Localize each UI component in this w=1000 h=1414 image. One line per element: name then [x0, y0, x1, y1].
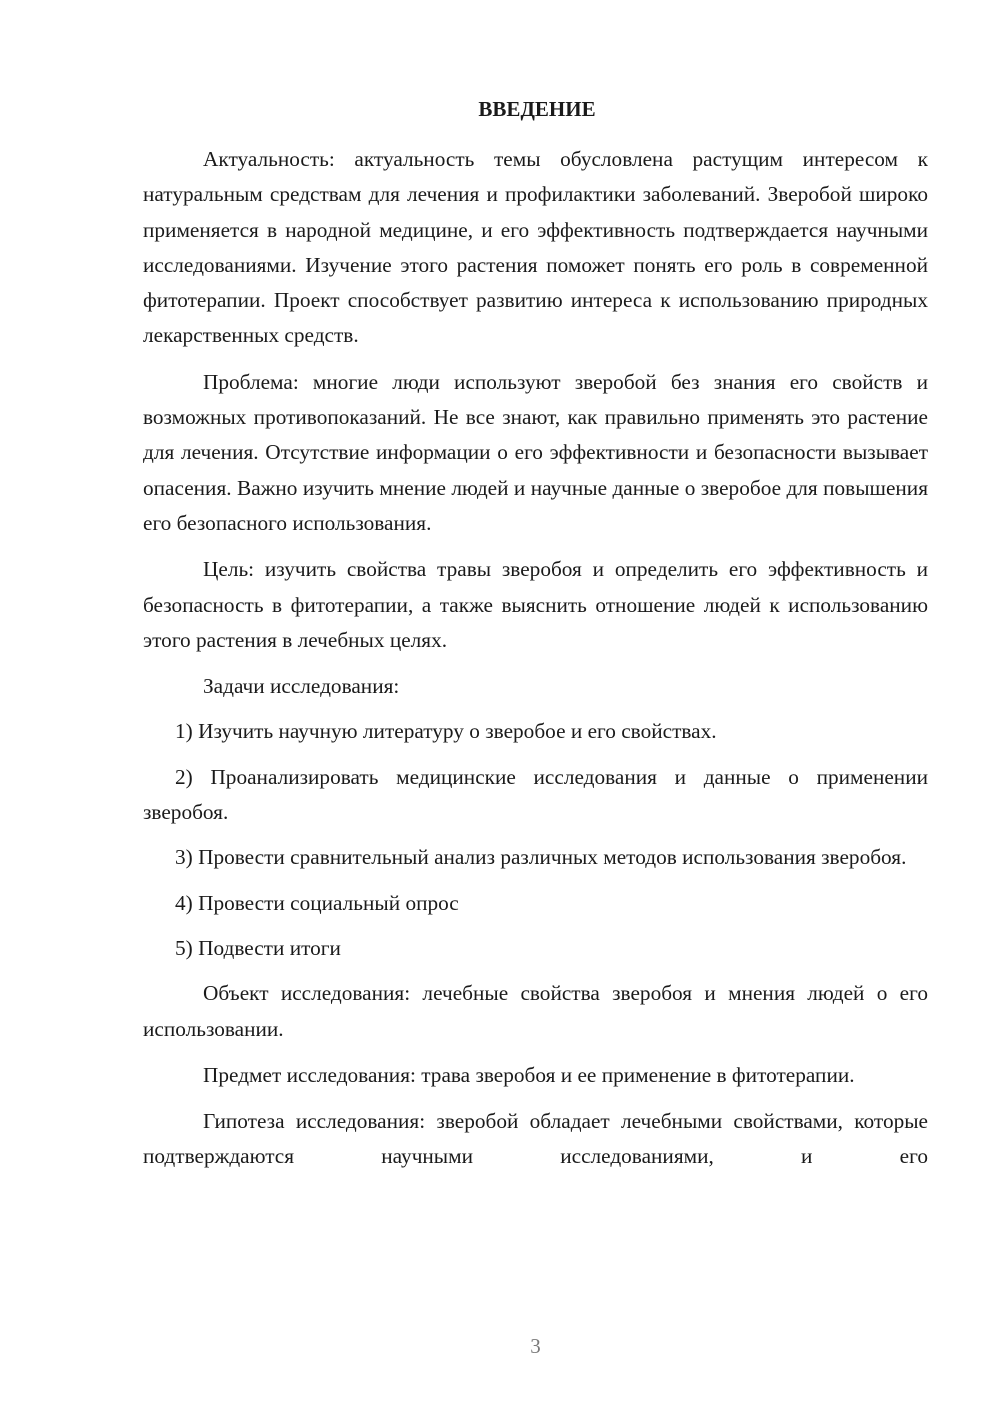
- task-item-2: 2) Проанализировать медицинские исследования и данные о применении зверобоя.: [143, 764, 928, 825]
- task-item-5: 5) Подвести итоги: [175, 935, 341, 960]
- paragraph-relevance: Актуальность: актуальность темы обусловлена растущим интересом к натуральным средствам для лечения и профилактики заболеваний. Зверобой широко применяется в народной медицине, и его эффективность подтверждается научными исследованиями. Изучение этого растения поможет понять его роль в современной фитотерапии. Проект способствует развитию интереса к использованию природных лекарственных средств.: [143, 147, 928, 348]
- tasks-heading: Задачи исследования:: [203, 674, 400, 699]
- document-page: [143, 94, 928, 1175]
- task-item-1: 1) Изучить научную литературу о зверобое и его свойствах.: [175, 719, 717, 744]
- paragraph-hypothesis: Гипотеза исследования: зверобой обладает лечебными свойствами, которые подтверждаются научными исследованиями, и его: [143, 1109, 928, 1169]
- paragraph-subject: Предмет исследования: трава зверобоя и ее применение в фитотерапии.: [203, 1062, 855, 1087]
- paragraph-goal: Цель: изучить свойства травы зверобоя и определить его эффективность и безопасность в фитотерапии, а также выяснить отношение людей к использованию этого растения в лечебных целях.: [143, 557, 928, 652]
- task-item-3: 3) Провести сравнительный анализ различных методов использования зверобоя.: [175, 845, 907, 870]
- task-item-4: 4) Провести социальный опрос: [175, 890, 459, 915]
- paragraph-problem: Проблема: многие люди используют зверобой без знания его свойств и возможных противопоказаний. Не все знают, как правильно применять это растение для лечения. Отсутствие информации о его эффективности и безопасности вызывает опасения. Важно изучить мнение людей и научные данные о зверобое для повышения его безопасного использования.: [143, 369, 928, 535]
- section-title: ВВЕДЕНИЕ: [478, 97, 596, 121]
- paragraph-object: Объект исследования: лечебные свойства зверобоя и мнения людей о его использовании.: [143, 981, 928, 1041]
- page-number: 3: [530, 1334, 541, 1358]
